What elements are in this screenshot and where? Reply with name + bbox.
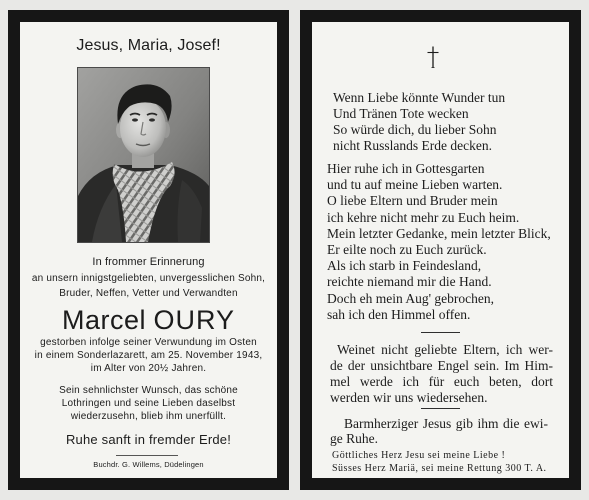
printer-credit: Buchdr. G. Willems, Düdelingen (93, 460, 204, 469)
prayer-line: Göttliches Herz Jesu sei meine Liebe ! (332, 450, 506, 461)
section-divider (421, 332, 460, 333)
poem-line: O liebe Eltern und Bruder mein (327, 193, 498, 209)
right-card-paper (312, 22, 569, 478)
left-card-paper (20, 22, 277, 478)
paragraph-line: werden wir uns wiedersehen. (330, 390, 488, 405)
mercy-prayer (330, 416, 548, 446)
paragraph-line: mel werde ich für euch beten, dort (330, 374, 553, 389)
poem-line: und tu auf meine Lieben warten. (327, 177, 503, 193)
paragraph-line: Weinet nicht geliebte Eltern, ich wer- (337, 342, 553, 357)
poem-stanza-1 (333, 90, 505, 154)
death-line: im Alter von 20½ Jahren. (90, 363, 207, 374)
last-name: OURY (153, 305, 236, 335)
farewell-paragraph (330, 342, 553, 406)
remembrance-intro: In frommer Erinnerung (92, 256, 205, 268)
left-card (8, 10, 289, 490)
poem-line: Er eilte noch zu Euch zurück. (327, 242, 487, 258)
relation-line: Bruder, Neffen, Vetter und Verwandten (59, 288, 238, 299)
prayer-line: Süsses Herz Mariä, sei meine Rettung 300 T. A. (332, 463, 547, 474)
closing-line: Ruhe sanft in fremder Erde! (65, 432, 232, 447)
poem-line: Mein letzter Gedanke, mein letzter Blick, (327, 225, 551, 241)
right-card (300, 10, 581, 490)
poem-line: Und Tränen Tote wecken (333, 106, 469, 121)
indulgence-prayers (332, 449, 547, 475)
poem-line: ich kehre nicht mehr zu Euch heim. (327, 209, 520, 225)
poem-line: So würde dich, du lieber Sohn (333, 122, 497, 137)
relation-line: an unsern innigstgeliebten, unvergesslichen Sohn, (31, 273, 266, 284)
invocation-heading: Jesus, Maria, Josef! (76, 37, 221, 54)
cross-icon (427, 46, 439, 68)
death-line: in einem Sonderlazarett, am 25. November 1943, (34, 350, 263, 361)
portrait-photo (78, 68, 209, 242)
paragraph-line: de der unsichtbare Engel sein. Im Him- (330, 358, 553, 373)
printer-rule (116, 455, 178, 456)
first-name: Marcel (61, 305, 146, 335)
poem-line: reichte niemand mir die Hand. (327, 274, 492, 290)
paragraph-line: Barmherziger Jesus gib ihm die ewi- (344, 416, 548, 431)
poem-line: Als ich starb in Feindesland, (327, 258, 482, 274)
deceased-name (20, 305, 277, 335)
poem-line: Doch eh mein Aug' gebrochen, (327, 290, 495, 306)
poem-line: sah ich den Himmel offen. (327, 306, 471, 322)
wish-line: wiederzusehn, blieb ihm unerfüllt. (70, 411, 227, 422)
wish-line: Sein sehnlichster Wunsch, das schöne (59, 385, 238, 396)
paragraph-line: ge Ruhe. (330, 431, 378, 446)
portrait-photo-image (78, 68, 209, 242)
poem-line: nicht Russlands Erde decken. (333, 138, 492, 153)
poem-line: Wenn Liebe könnte Wunder tun (333, 90, 506, 105)
section-divider (421, 408, 460, 409)
poem-stanza-2 (327, 161, 551, 323)
death-line: gestorben infolge seiner Verwundung im Osten (40, 337, 257, 348)
wish-line: Lothringen und seine Lieben daselbst (61, 398, 236, 409)
poem-line: Hier ruhe ich in Gottesgarten (327, 161, 485, 176)
